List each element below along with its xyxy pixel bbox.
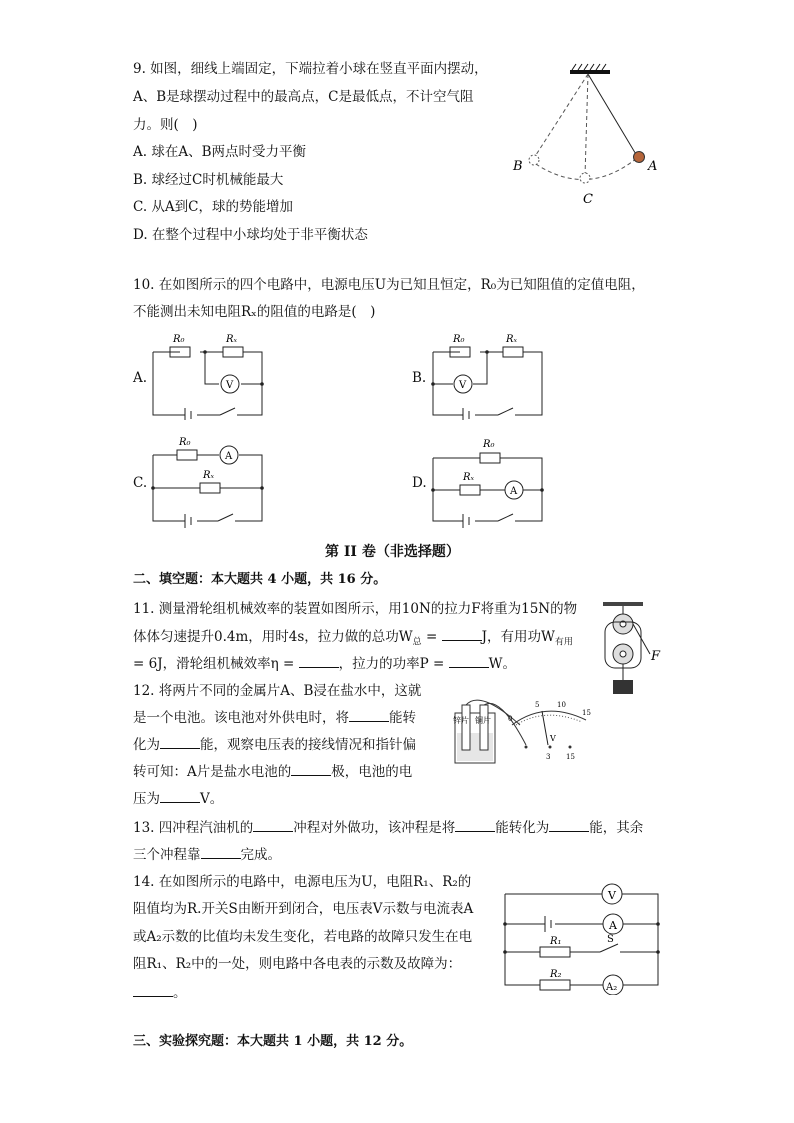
q13-line-2: 三个冲程靠 完成。 (133, 847, 281, 863)
q14-line-5: 。 (133, 983, 187, 1003)
q14-line-4: 阻R₁、R₂中的一处，则电路中各电表的示数及故障为： (133, 956, 462, 972)
svg-text:3: 3 (546, 753, 551, 761)
q12-line-2: 是一个电池。该电池对外供电时，将 能转 (133, 710, 416, 726)
svg-text:F: F (651, 649, 661, 664)
q9-line-2: A、B是球摆动过程中的最高点，C是最低点，不计空气阻 (133, 89, 474, 105)
q11-line-3: = 6J，滑轮组机械效率η = ，拉力的功率P = W。 (133, 656, 516, 672)
pendulum-figure (500, 60, 680, 210)
svg-text:15: 15 (582, 709, 591, 717)
q11-blank-3 (449, 654, 489, 668)
q14-circuit-figure (500, 880, 665, 995)
pulley-figure (595, 602, 675, 702)
svg-text:R₂: R₂ (550, 969, 562, 980)
q14-line-3: 或A₂示数的比值均未发生变化，若电路的故障只发生在电 (133, 929, 473, 945)
q14-line-2: 阻值均为R.开关S由断开到闭合，电压表V示数与电流表A (133, 901, 474, 917)
label-b: B (513, 159, 523, 174)
q12-line-5: 压为 V。 (133, 791, 224, 807)
circuit-d (425, 435, 555, 530)
battery-voltmeter-figure (450, 695, 600, 770)
svg-text:Rₓ: Rₓ (226, 334, 238, 345)
svg-text:10: 10 (557, 701, 566, 709)
circuit-c (145, 435, 275, 530)
svg-text:V: V (226, 380, 234, 391)
svg-text:0: 0 (508, 715, 513, 723)
circuit-b (425, 330, 555, 420)
svg-text:铜片: 铜片 (475, 716, 491, 725)
section-fill-title: 二、填空题：本大题共 4 小题，共 16 分。 (133, 572, 387, 587)
q14-line-1: 14. 在如图所示的电路中，电源电压为U，电阻R₁、R₂的 (133, 874, 472, 890)
svg-text:5: 5 (535, 701, 540, 709)
label-c: C (583, 192, 593, 207)
q10-line-2: 不能测出未知电阻Rₓ的阻值的电路是( ) (133, 304, 376, 320)
svg-text:Rₓ: Rₓ (203, 470, 215, 481)
q12-line-1: 12. 将两片不同的金属片A、B浸在盐水中，这就 (133, 683, 422, 699)
q9-option-c: C. 从A到C，球的势能增加 (133, 199, 294, 215)
section-exp-title: 三、实验探究题：本大题共 1 小题，共 12 分。 (133, 1034, 413, 1049)
label-a: A (648, 159, 658, 174)
circuit-a-label: A. (133, 370, 148, 386)
q11-line-1: 11. 测量滑轮组机械效率的装置如图所示，用10N的拉力F将重为15N的物 (133, 601, 578, 617)
q10-line-1: 10. 在如图所示的四个电路中，电源电压U为已知且恒定，R₀为已知阻值的定值电阻， (133, 277, 645, 293)
q11-blank-1 (442, 627, 482, 641)
q9-option-d: D. 在整个过程中小球均处于非平衡状态 (133, 227, 368, 243)
q9-option-a: A. 球在A、B两点时受力平衡 (133, 144, 307, 160)
q9-option-b: B. 球经过C时机械能最大 (133, 172, 284, 188)
svg-text:V: V (459, 380, 467, 391)
circuit-c-label: C. (133, 475, 148, 491)
svg-text:V: V (550, 734, 556, 743)
q12-line-3: 化为 能，观察电压表的接线情况和指针偏 (133, 737, 416, 753)
q9-line-3: 力。则( ) (133, 117, 198, 133)
svg-text:R₀: R₀ (173, 334, 185, 345)
q11-blank-2 (299, 654, 339, 668)
svg-text:A₂: A₂ (606, 982, 618, 993)
svg-text:R₀: R₀ (179, 437, 191, 448)
svg-text:15: 15 (566, 753, 575, 761)
q13-line-1: 13. 四冲程汽油机的 冲程对外做功，该冲程是将 能转化为 能，其余 (133, 820, 644, 836)
svg-text:A: A (510, 486, 518, 497)
svg-text:R₀: R₀ (483, 439, 495, 450)
svg-text:Rₓ: Rₓ (506, 334, 518, 345)
svg-text:S: S (607, 934, 614, 945)
circuit-b-label: B. (412, 370, 427, 386)
q11-line-2: 体体匀速提升0.4m，用时4s，拉力做的总功$W_总 = J$，有用功$W_{有用}$ (133, 629, 573, 648)
svg-text:锌片: 锌片 (453, 716, 469, 725)
svg-text:Rₓ: Rₓ (463, 472, 475, 483)
svg-text:R₁: R₁ (550, 936, 562, 947)
q12-line-4: 转可知：A片是盐水电池的 极，电池的电 (133, 764, 413, 780)
svg-text:A: A (609, 919, 617, 932)
svg-text:A: A (225, 451, 233, 462)
circuit-d-label: D. (412, 475, 427, 491)
section-2-title: 第 II 卷（非选择题） (325, 544, 460, 560)
svg-text:V: V (608, 889, 616, 902)
circuit-a (145, 330, 275, 420)
q9-line-1: 9. 如图，细线上端固定，下端拉着小球在竖直平面内摆动， (133, 61, 488, 77)
svg-text:R₀: R₀ (453, 334, 465, 345)
